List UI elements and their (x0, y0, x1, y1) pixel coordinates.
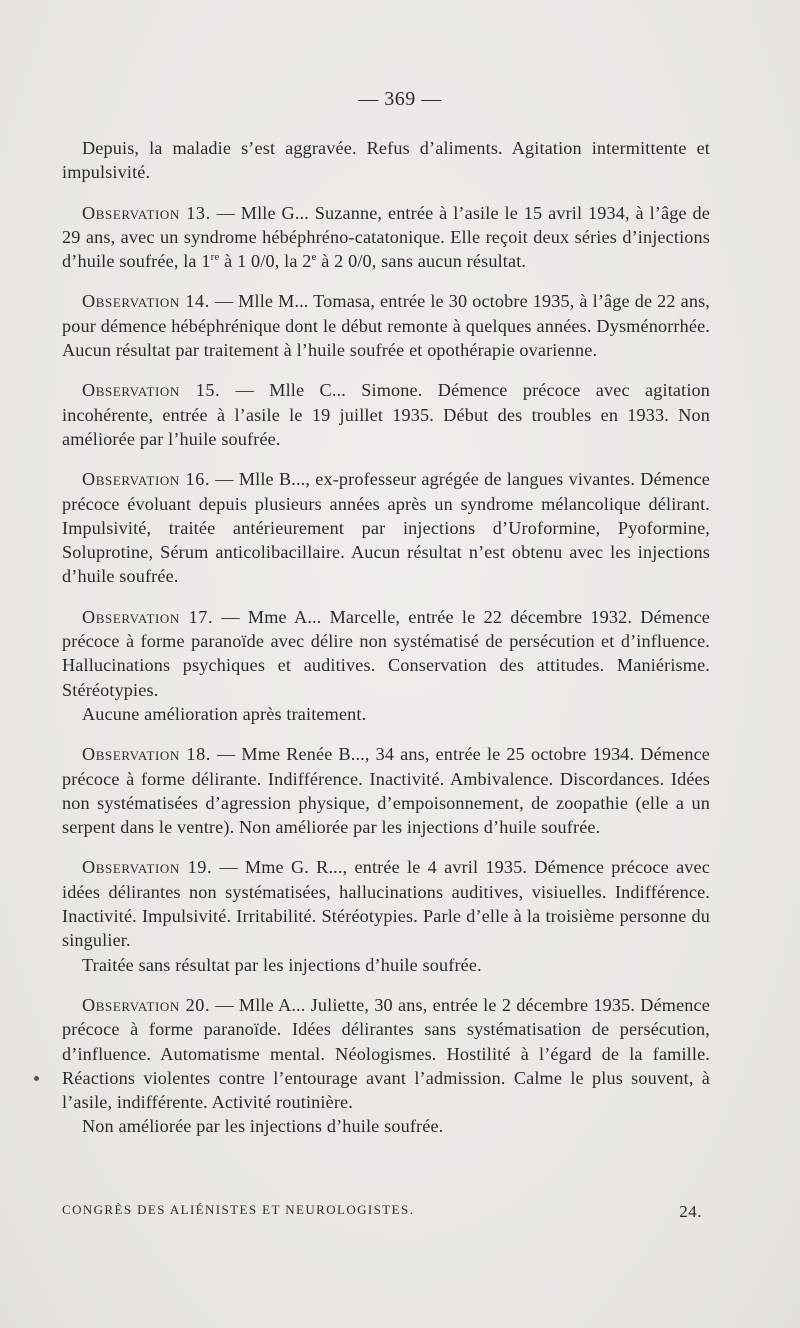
observation-text: — Mme A... Marcelle, entrée le 22 décembre 1932. Démence précoce à forme paranoïde avec délire non systématisé de persécution et d’influence. Hallucinations psychiques et auditives. Conservation des attitudes. Maniérisme. Stéréotypies. (62, 606, 711, 700)
superscript: re (210, 251, 220, 264)
observation-18 (62, 742, 710, 839)
footer-signature-title: CONGRÈS DES ALIÉNISTES ET NEUROLOGISTES. (62, 1202, 415, 1217)
observation-label: Observation 15. (82, 380, 221, 401)
observation-17-continuation (62, 702, 710, 726)
observation-label: Observation 14. (82, 291, 210, 312)
observation-label: Observation 18. (82, 744, 211, 765)
observation-text: — Mme G. R..., entrée le 4 avril 1935. Démence précoce avec idées délirantes non systématisées, hallucinations auditives, visiuelles. Indifférence. Inactivité. Impulsivité. Irritabilité. Stéréotypies. Parle d’elle à la troisième personne du singulier. (62, 857, 710, 951)
body-text (62, 136, 710, 1155)
observation-text-2: à 1 0/0, la 2 (219, 251, 312, 272)
observation-14 (62, 289, 710, 362)
observation-label: Observation 19. (82, 857, 213, 878)
superscript: e (311, 251, 317, 264)
observation-20-continuation (62, 1114, 710, 1138)
footer-signature-number: 24. (679, 1202, 702, 1221)
observation-text: — Mlle C... Simone. Démence précoce avec agitation incohérente, entrée à l’asile le 19 juillet 1935. Début des troubles en 1933. Non améliorée par l’huile soufrée. (62, 380, 711, 449)
continuation-text: Aucune amélioration après traitement. (82, 703, 367, 724)
observation-text-3: à 2 0/0, sans aucun résultat. (316, 251, 527, 272)
observation-text: — Mlle M... Tomasa, entrée le 30 octobre 1935, à l’âge de 22 ans, pour démence hébéphrénique dont le début remonte à quelques années. Dysménorrhée. Aucun résultat par traitement à l’huile soufrée et opothérapie ovarienne. (62, 291, 710, 361)
page-number: — 369 — (358, 88, 442, 110)
continuation-text: Non améliorée par les injections d’huile soufrée. (82, 1116, 444, 1137)
paragraph-intro (62, 136, 710, 185)
ink-speck (34, 1076, 39, 1081)
observation-label: Observation 16. (82, 469, 211, 490)
observation-text: — Mlle B..., ex-professeur agrégée de langues vivantes. Démence précoce évoluant depuis plusieurs années après un syndrome mélancolique délirant. Impulsivité, traitée antérieurement par injections d’Uroformine, Pyoformine, Soluprotine, Sérum anticolibacillaire. Aucun résultat n’est obtenu avec les injections d’huile soufrée. (62, 469, 710, 587)
observation-text: — Mme Renée B..., 34 ans, entrée le 25 octobre 1934. Démence précoce à forme délirante. Indifférence. Inactivité. Ambivalence. Discordances. Idées non systématisées d’agression physique, d’empoisonnement, de zoopathie (elle a un serpent dans le ventre). Non améliorée par les injections d’huile soufrée. (62, 744, 711, 838)
observation-17 (62, 605, 710, 702)
continuation-text: Traitée sans résultat par les injections d’huile soufrée. (82, 954, 482, 975)
observation-label: Observation 13. (82, 202, 211, 223)
observation-19 (62, 855, 710, 952)
page-footer (62, 1202, 710, 1222)
observation-label: Observation 20. (82, 994, 211, 1015)
paragraph-text: Depuis, la maladie s’est aggravée. Refus d’aliments. Agitation intermittente et impulsivité. (62, 138, 710, 183)
observation-16 (62, 467, 710, 588)
observation-text: — Mlle A... Juliette, 30 ans, entrée le 2 décembre 1935. Démence précoce à forme paranoïde. Idées délirantes sans systématisation de persécution, d’influence. Automatisme mental. Néologismes. Hostilité à l’égard de la famille. Réactions violentes contre l’entourage avant l’admission. Calme le plus souvent, à l’asile, indifférente. Activité routinière. (62, 994, 710, 1113)
observation-20 (62, 993, 710, 1114)
observation-label: Observation 17. (82, 606, 214, 627)
observation-text: — Mlle G... Suzanne, entrée à l’asile le 15 avril 1934, à l’âge de 29 ans, avec un syndrome hébéphréno-catatonique. Elle reçoit deux séries d’injections d’huile soufrée, la 1 (62, 202, 711, 272)
observation-19-continuation (62, 953, 710, 977)
observation-13 (62, 201, 710, 274)
observation-15 (62, 378, 710, 451)
